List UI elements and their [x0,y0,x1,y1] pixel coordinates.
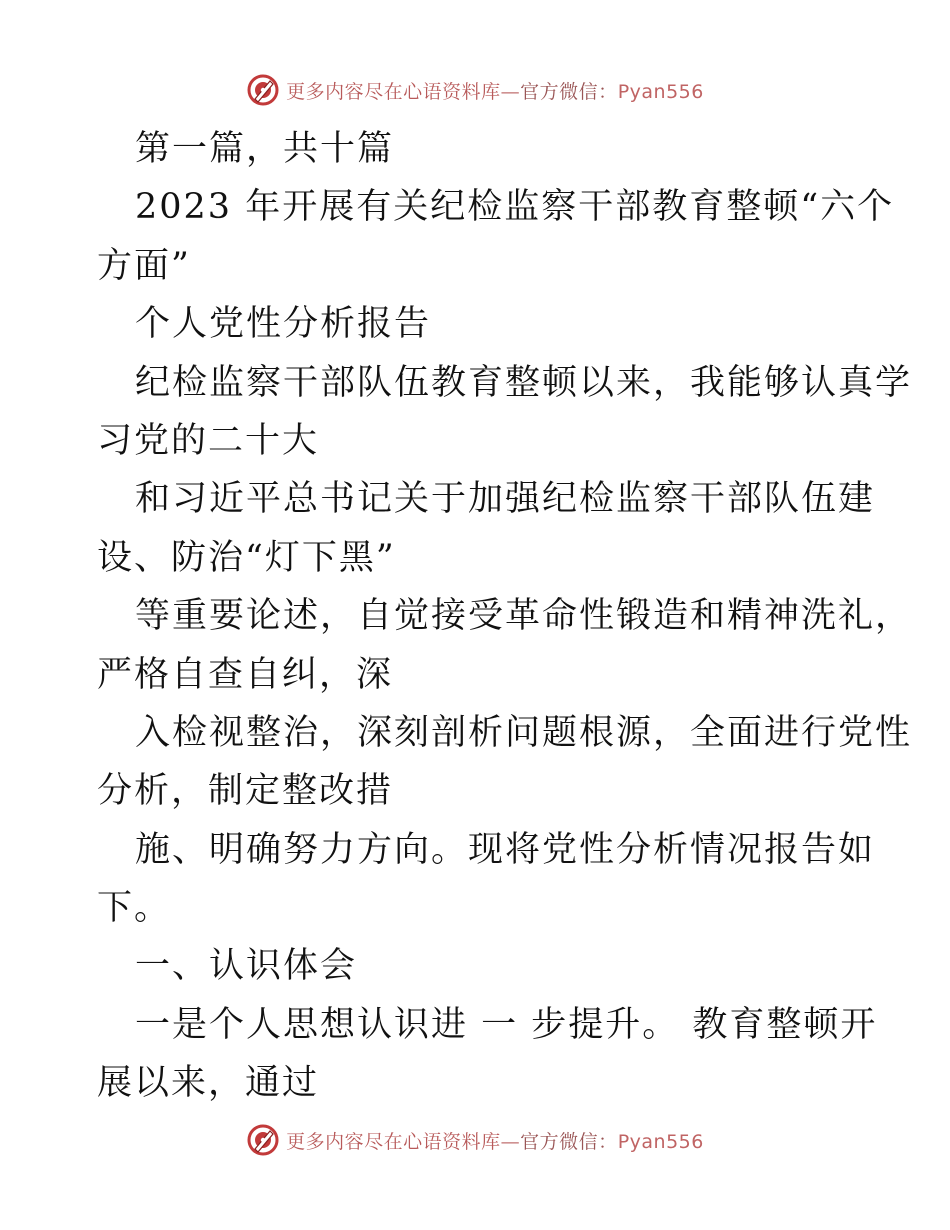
watermark-site-text: 更多内容尽在心语资料库 [286,80,501,103]
watermark-wechat-label: 官方微信： [520,80,618,103]
document-line: 一是个人思想认识进 一 步提升。 教育整顿开 [135,1004,878,1045]
document-line: 纪检监察干部队伍教育整顿以来，我能够认真学 [135,362,913,403]
document-line: 设、防治“灯下黑” [97,537,396,578]
watermark-wechat-label: 官方微信： [520,1130,618,1153]
document-body [97,120,913,1113]
document-line: 个人党性分析报告 [135,304,432,345]
red-circle-pen-logo-icon [246,1123,280,1157]
document-line: 施、明确努力方向。现将党性分析情况报告如 [135,829,876,870]
watermark-text [286,1127,704,1154]
document-line: 下。 [97,888,172,929]
footer-watermark [0,1120,950,1160]
watermark-site-text: 更多内容尽在心语资料库 [286,1130,501,1153]
document-line: 第一篇，共十篇 [135,129,395,169]
header-watermark [0,70,950,110]
watermark-wechat-id: Pyan556 [617,1130,704,1153]
document-line: 分析，制定整改措 [97,771,394,812]
document-line: 展以来，通过 [97,1063,320,1104]
watermark-text [286,77,704,104]
watermark-wechat-id: Pyan556 [617,80,704,103]
document-line: 严格自查自纠，深 [97,654,394,695]
document-line: 方面” [97,245,191,286]
document-line: 2023 年开展有关纪检监察干部教育整顿“六个 [135,187,895,228]
document-line: 一、认识体会 [135,946,358,987]
document-line: 等重要论述，自觉接受革命性锻造和精神洗礼， [135,596,913,637]
document-line: 和习近平总书记关于加强纪检监察干部队伍建 [135,479,876,520]
watermark-dash: — [500,80,521,103]
document-line: 习党的二十大 [97,420,320,461]
watermark-dash: — [500,1130,521,1153]
document-line: 入检视整治，深刻剖析问题根源，全面进行党性 [135,712,913,753]
red-circle-pen-logo-icon [246,73,280,107]
